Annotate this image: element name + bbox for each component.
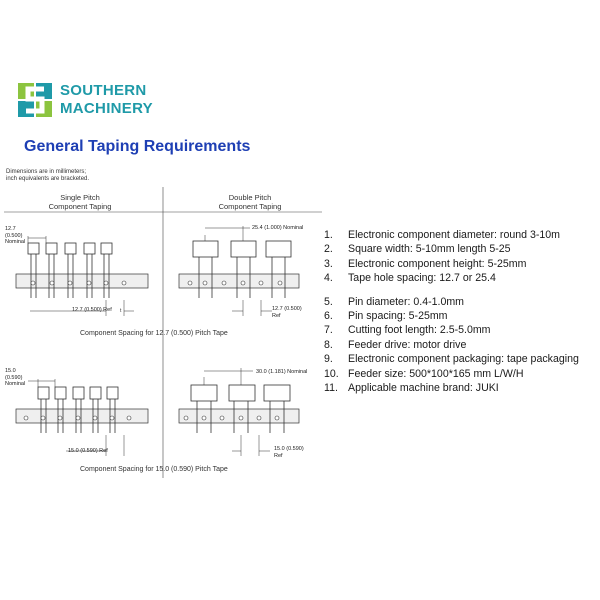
spec-item — [324, 271, 594, 285]
single-pitch-heading-line-2: Component Taping — [48, 202, 112, 211]
spec-text: Feeder drive: motor drive — [348, 338, 467, 351]
caption-15-0-pitch: Component Spacing for 15.0 (0.590) Pitch Tape — [80, 466, 228, 473]
svg-text:t: t — [120, 308, 122, 314]
spec-text: Applicable machine brand: JUKI — [348, 382, 499, 395]
dim-label-15-0-nominal — [5, 368, 25, 388]
spec-item — [324, 295, 594, 309]
spec-number: 9. — [324, 353, 333, 366]
tape-single-12-7 — [16, 236, 148, 316]
units-note-line-1: Dimensions are in millimeters; — [6, 169, 87, 175]
dim-label-25-4-nominal: 25.4 (1.000) Nominal — [252, 225, 304, 231]
dim-label-line: (0.500) — [5, 232, 23, 239]
dim-label-line: 12.7 (0.500) — [272, 306, 302, 312]
dim-label-line: 15.0 (0.590) — [274, 446, 304, 452]
spec-text: Electronic component height: 5-25mm — [348, 257, 527, 270]
components — [193, 241, 291, 257]
spec-number: 11. — [324, 382, 338, 395]
dim-label-15-0-ref-double — [274, 446, 304, 459]
double-pitch-heading-line-1: Double Pitch — [228, 193, 272, 202]
dim-label-30-0-nominal: 30.0 (1.181) Nominal — [256, 369, 308, 375]
logo-mark-icon — [16, 80, 54, 120]
spec-number: 8. — [324, 338, 333, 351]
spec-item — [324, 323, 594, 337]
spec-item — [324, 242, 594, 256]
spec-number: 7. — [324, 324, 333, 337]
double-pitch-heading-line-2: Component Taping — [218, 202, 282, 211]
dim-label-12-7-ref: 12.7 (0.500) Ref — [72, 307, 112, 313]
spec-item — [324, 228, 594, 242]
spec-text: Electronic component diameter: round 3-10m — [348, 229, 560, 241]
dim-label-line: 15.0 — [5, 368, 16, 374]
components — [191, 385, 290, 401]
dim-label-line: Nominal — [5, 381, 26, 387]
page-title: General Taping Requirements — [24, 138, 251, 155]
spec-text: Cutting foot length: 2.5-5.0mm — [348, 324, 491, 337]
tape-double-15-0 — [179, 368, 299, 456]
components — [38, 387, 118, 399]
spec-text: Pin spacing: 5-25mm — [348, 310, 448, 323]
single-pitch-heading-line-1: Single Pitch — [60, 193, 100, 202]
tape-single-15-0 — [16, 379, 148, 456]
dim-label-line: Ref — [274, 452, 283, 459]
company-logo — [16, 80, 176, 120]
dim-label-line: Ref — [272, 312, 281, 319]
spec-item — [324, 381, 594, 395]
spec-number: 1. — [324, 229, 333, 241]
brand-name-line-1: SOUTHERN — [60, 82, 147, 99]
dim-label-line: 12.7 — [5, 226, 16, 232]
spec-text: Tape hole spacing: 12.7 or 25.4 — [348, 272, 496, 285]
dim-label-12-7-nominal — [5, 226, 25, 246]
spec-text: Electronic component packaging: tape packaging — [348, 353, 579, 366]
dim-label-line: Nominal — [5, 239, 26, 245]
spec-item — [324, 367, 594, 381]
spec-number: 10. — [324, 367, 339, 380]
spec-text: Feeder size: 500*100*165 mm L/W/H — [348, 367, 524, 380]
spec-list — [324, 228, 594, 395]
spec-number: 3. — [324, 257, 333, 270]
tape-double-12-7 — [179, 226, 299, 316]
spec-number: 2. — [324, 243, 333, 256]
spec-item — [324, 257, 594, 271]
spec-item — [324, 309, 594, 323]
spec-number: 5. — [324, 295, 333, 308]
dim-label-line: (0.590) — [5, 374, 23, 381]
spec-item — [324, 338, 594, 352]
spec-number: 6. — [324, 310, 333, 323]
brand-name-line-2: MACHINERY — [60, 100, 153, 117]
units-note-line-2: inch equivalents are bracketed. — [6, 176, 90, 182]
spec-item — [324, 352, 594, 366]
dim-label-15-0-ref: 15.0 (0.590) Ref — [68, 448, 108, 454]
spec-number: 4. — [324, 272, 333, 285]
components — [28, 243, 112, 254]
caption-12-7-pitch: Component Spacing for 12.7 (0.500) Pitch Tape — [80, 330, 228, 337]
spec-text: Pin diameter: 0.4-1.0mm — [348, 295, 464, 308]
spec-text: Square width: 5-10mm length 5-25 — [348, 243, 511, 256]
dim-label-12-7-ref-double — [272, 306, 302, 319]
